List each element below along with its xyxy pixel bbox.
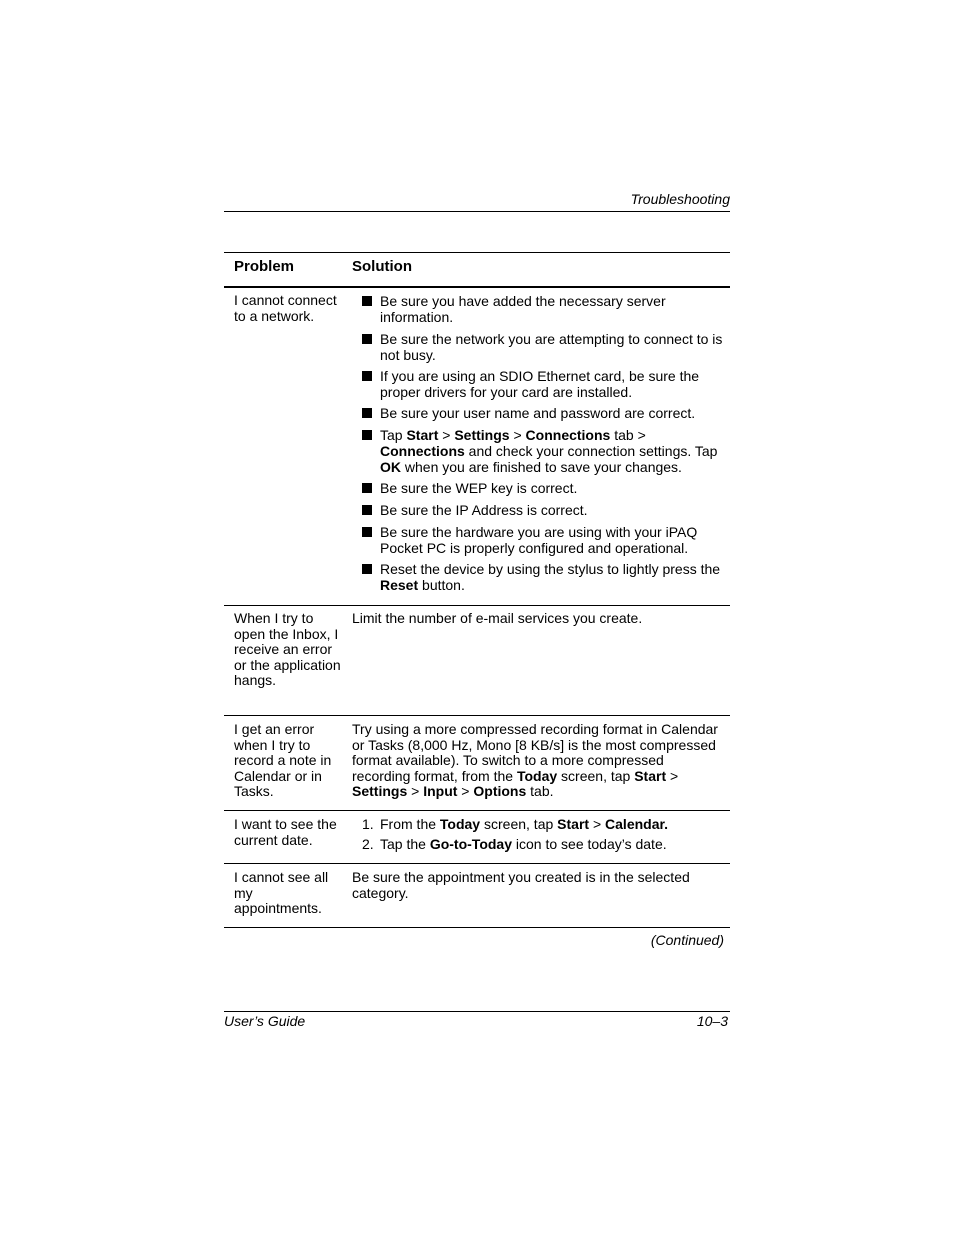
problem-cell: I cannot see all my appointments. (234, 869, 329, 916)
column-header-problem: Problem (234, 258, 295, 275)
step-text: Tap the Go-to-Today icon to see today’s date. (380, 836, 667, 852)
footer-rule (224, 1011, 730, 1012)
bullet-marker (362, 483, 372, 493)
bullet-marker (362, 408, 372, 418)
step-text: From the Today screen, tap Start > Calendar. (380, 816, 669, 832)
row-divider (224, 810, 730, 811)
solution-cell: Try using a more compressed recording format in Calendar or Tasks (8,000 Hz, Mono [8 KB/s] is the most compressed format available). To switch to a more compressed recording format, from the Today screen, tap Start > Settings > Input > Options tab. (352, 721, 718, 799)
footer-book-title: User’s Guide (224, 1013, 306, 1029)
bullet-text: Be sure your user name and password are correct. (380, 405, 696, 421)
bullet-marker (362, 505, 372, 515)
solution-cell: Be sure the appointment you created is in the selected category. (352, 869, 690, 901)
solution-cell: Limit the number of e-mail services you create. (352, 610, 643, 626)
bullet-text: Be sure you have added the necessary server information. (380, 293, 666, 325)
bullet-marker (362, 334, 372, 344)
bullet-text: Be sure the hardware you are using with your iPAQ Pocket PC is properly configured and operational. (380, 524, 698, 556)
bullet-text: Be sure the WEP key is correct. (380, 480, 578, 496)
column-header-solution: Solution (352, 258, 412, 275)
bullet-marker (362, 430, 372, 440)
bullet-text: Be sure the IP Address is correct. (380, 502, 588, 518)
page-number: 10–3 (696, 1013, 728, 1029)
running-header: Troubleshooting (630, 191, 730, 207)
problem-cell: I cannot connect to a network. (234, 292, 337, 324)
bullet-text: Reset the device by using the stylus to lightly press the Reset button. (380, 561, 721, 593)
bullet-text: Tap Start > Settings > Connections tab > Connections and check your connection settings. Tap OK when you are finished to save your changes. (380, 427, 718, 475)
row-divider (224, 605, 730, 606)
problem-cell: When I try to open the Inbox, I receive an error or the application hangs. (234, 610, 341, 688)
problem-cell: I want to see the current date. (234, 816, 337, 848)
bullet-marker (362, 296, 372, 306)
bullet-text: Be sure the network you are attempting to connect to is not busy. (380, 331, 723, 363)
step-number: 2. (362, 836, 374, 852)
row-divider (224, 863, 730, 864)
table-header-rule (224, 286, 730, 288)
continued-note: (Continued) (650, 932, 724, 948)
table-top-rule (224, 252, 730, 253)
bullet-text: If you are using an SDIO Ethernet card, be sure the proper drivers for your card are installed. (380, 368, 700, 400)
row-divider (224, 715, 730, 716)
bullet-marker (362, 527, 372, 537)
bullet-marker (362, 371, 372, 381)
table-bottom-rule (224, 927, 730, 928)
step-number: 1. (362, 816, 374, 832)
bullet-marker (362, 564, 372, 574)
problem-cell: I get an error when I try to record a note in Calendar or in Tasks. (234, 721, 332, 799)
header-rule (224, 211, 730, 212)
